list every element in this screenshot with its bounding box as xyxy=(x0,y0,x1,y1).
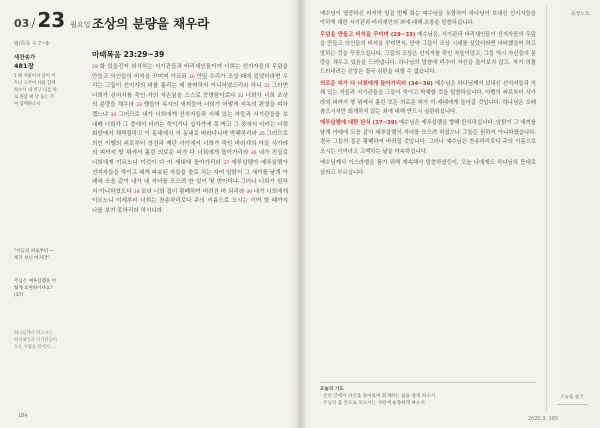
page-title: 조상의 분량을 채우라 xyxy=(92,16,210,31)
verse-text: 그러므로 내가 너희에게 선지자들과 지혜 있는 자들과 서기관들을 보내매 너희가 그 중에서 더러는 죽이거나 십자가에 못 박고 그 중에서 더러는 너희 회당에서 채찍질하고 이 동네에서 저 동네로 따라다니며 박해하리라 xyxy=(92,111,288,138)
hymn-lyrics: 1 때 저물어서 날이 어두니 구주여 나와 함께하소서 내 친구 나를 위로 못할 때 날 돕는 주여 함께하소서 xyxy=(14,74,57,107)
side-question-2: 주님은 예루살렘을 어떻게 표현하시나요? (37) xyxy=(14,279,56,298)
verse-text: 화 있을진저 외식하는 서기관들과 바리새인들이여 너희는 선지자들의 무덤을 만들고 의인들의 비석을 꾸미며 이르되 xyxy=(92,64,288,80)
hymn-title: 새찬송가 xyxy=(14,55,36,61)
verse-text: 보라 너희 집이 황폐하여 버려진 바 되리라 xyxy=(141,188,247,195)
section-heading-1: 무덤을 만들고 비석을 꾸미며 (29~33) xyxy=(320,31,416,38)
intro-text: 예수님이 열중하신 마지막 일곱 번째 화는 예수님을 포함하여 하나님이 보내신 선지자들을 악하게 대한 서기관과 바리새인의 죄에 대해 조롱을 말씀하십니다. xyxy=(320,11,536,27)
weekday: 월요일 xyxy=(70,21,91,29)
scripture-text xyxy=(92,63,288,217)
verse-number: 37 xyxy=(223,160,232,166)
verse-number: 34 xyxy=(110,112,119,118)
closing-text: 예수님께서 이스라엘을 품기 위해 계속해서 말씀하셨듯이, 오늘 나에게도 하나님의 뜻대로 살라고 부르십니다. xyxy=(320,160,536,176)
margin-rule xyxy=(546,6,547,411)
verse-text: 그러므로 의인 아벨의 피로부터 성전과 제단 사이에서 너희가 죽인 바라갸의 아들 사가랴의 피까지 땅 위에서 흘린 의로운 피가 다 너희에게 돌아가리라 xyxy=(92,131,288,157)
verse-text: 너희가 너희 조상의 분량을 채우라 xyxy=(92,92,288,109)
left-main xyxy=(92,8,289,214)
verse-number: 35 xyxy=(258,132,267,138)
section-body-2: 예수님은 하나님께서 보내신 선지자들과 지혜 있는 자들과 서기관들을 그들이 죽이고 박해할 것을 말씀하십니다. 아벨의 피로부터 사가랴의 피까지 땅 위에서 흘린 모든 의로운 피가 이 세대에게 돌아갈 것입니다. 하나님은 오래 참으시지만 회개하지 않는 죄에 대해 반드시 심판하십니다. xyxy=(320,80,536,116)
verse-number: 31 xyxy=(263,84,272,90)
verse-text: 그러면 너희가 선지자를 죽인 자의 자손임을 스스로 증명함이로다 xyxy=(92,83,288,99)
verse-text: 만일 우리가 조상 때에 있었더라면 우리는 그들이 선지자의 피를 흘리는 데 참여하지 아니하였으리라 하니 xyxy=(92,73,288,90)
prayer-box xyxy=(320,382,536,408)
left-page xyxy=(0,0,298,428)
prayer-heading: 오늘의 기도 xyxy=(320,387,344,392)
hymn-number: 481장 xyxy=(14,62,34,70)
right-main xyxy=(320,10,536,180)
note-tag: 묵상노트 xyxy=(570,11,590,17)
verse-number: 32 xyxy=(237,93,246,99)
side-note: 하나님께서 막으시는 바리새인과 서기관들이 모든 사람들 앞에서... xyxy=(14,331,57,350)
side-reference: 왕/특목 수 7~9 xyxy=(14,41,49,47)
verse-number: 29 xyxy=(92,65,100,70)
verse-number: 39 xyxy=(246,189,254,195)
month: 03 xyxy=(14,17,30,30)
date-heading xyxy=(14,8,91,32)
prayer-line: · 주님의 품 안으로 모으시는 사랑에 순종하게 하소서. xyxy=(320,401,427,407)
verse-number: 33 xyxy=(136,103,144,109)
verse-text: 내가 진실로 너희에게 이르노니 이것이 다 이 세대에 돌아가리라 xyxy=(92,150,288,166)
date-slash: / xyxy=(31,16,36,30)
page-number-right: 2020.3. 185 xyxy=(528,416,559,422)
prayer-line: · 진리 안에서 자신을 돌아보며 회개하는 삶을 살게 하소서. xyxy=(320,394,437,400)
daily-practice-label: 오늘을 살기 xyxy=(560,395,584,400)
verse-number: 30 xyxy=(188,74,197,80)
verse-number: 38 xyxy=(133,189,142,195)
section-heading-2: 의로운 피가 다 너희에게 돌아가리라 (34~36) xyxy=(320,80,433,87)
verse-text: 내가 너희에게 이르노니 이제부터 너희는 찬송하리로다 주의 이름으로 오시는 이여 할 때까지 나를 보지 못하리라 하시니라 xyxy=(92,188,289,214)
side-question-1: “이들의 피로부터 ~ 세기 보니 마지막” xyxy=(14,249,54,261)
side-column xyxy=(14,40,58,108)
verse-text: 뱀들아 독사의 새끼들아 너희가 어떻게 지옥의 판결을 피하겠느냐 xyxy=(92,102,288,118)
page-number-left: 184 xyxy=(18,413,28,419)
section-body-1: 예수님은, 서기관과 바리새인들이 선지자들의 무덤을 만들고 의인들의 비석을 꾸미면서, 만약 그들이 조상 시대를 살았더라면 어떠했을까 하고 말하는 것을 꾸짖으십니다. 그들의 조상은 선지자를 죽인 자들이었고, 그들 역시 자신들의 분량을 채우고 있음을 드러냅니다. 하나님의 말씀에 비추어 자신을 돌아보지 않고, 자기 의를 드러내려는 신앙은 결국 심판을 피할 수 없습니다. xyxy=(320,31,536,76)
right-page xyxy=(306,0,600,428)
section-heading-3: 예루살렘에 대한 탄식 (37~39) xyxy=(320,120,398,127)
section-body-3: 예수님은 예루살렘을 향해 탄식하십니다. 암탉이 그 새끼를 날개 아래에 모음 같이 예루살렘의 자녀를 모으려 하셨으나 그들은 원하지 아니하였습니다. 결국 그들의 집은 황폐하여 버려질 것입니다. 그러나 예수님은 찬송하리로다 주의 이름으로 오시는 이여라고 고백하는 날을 약속하십니다. xyxy=(320,120,536,155)
verse-text: 예루살렘아 예루살렘아 선지자들을 죽이고 네게 파송된 자들을 돌로 치는 자여 암탉이 그 새끼를 날개 아래에 모음 같이 내가 네 자녀를 모으려 한 일이 몇 번이더냐 그러나 너희가 원하지 아니하였도다 xyxy=(92,159,288,195)
practice-line xyxy=(558,404,588,405)
verse-number: 36 xyxy=(250,151,259,157)
day: 23 xyxy=(37,8,66,32)
scripture-reference: 마태복음 23:29~39 xyxy=(92,50,165,59)
